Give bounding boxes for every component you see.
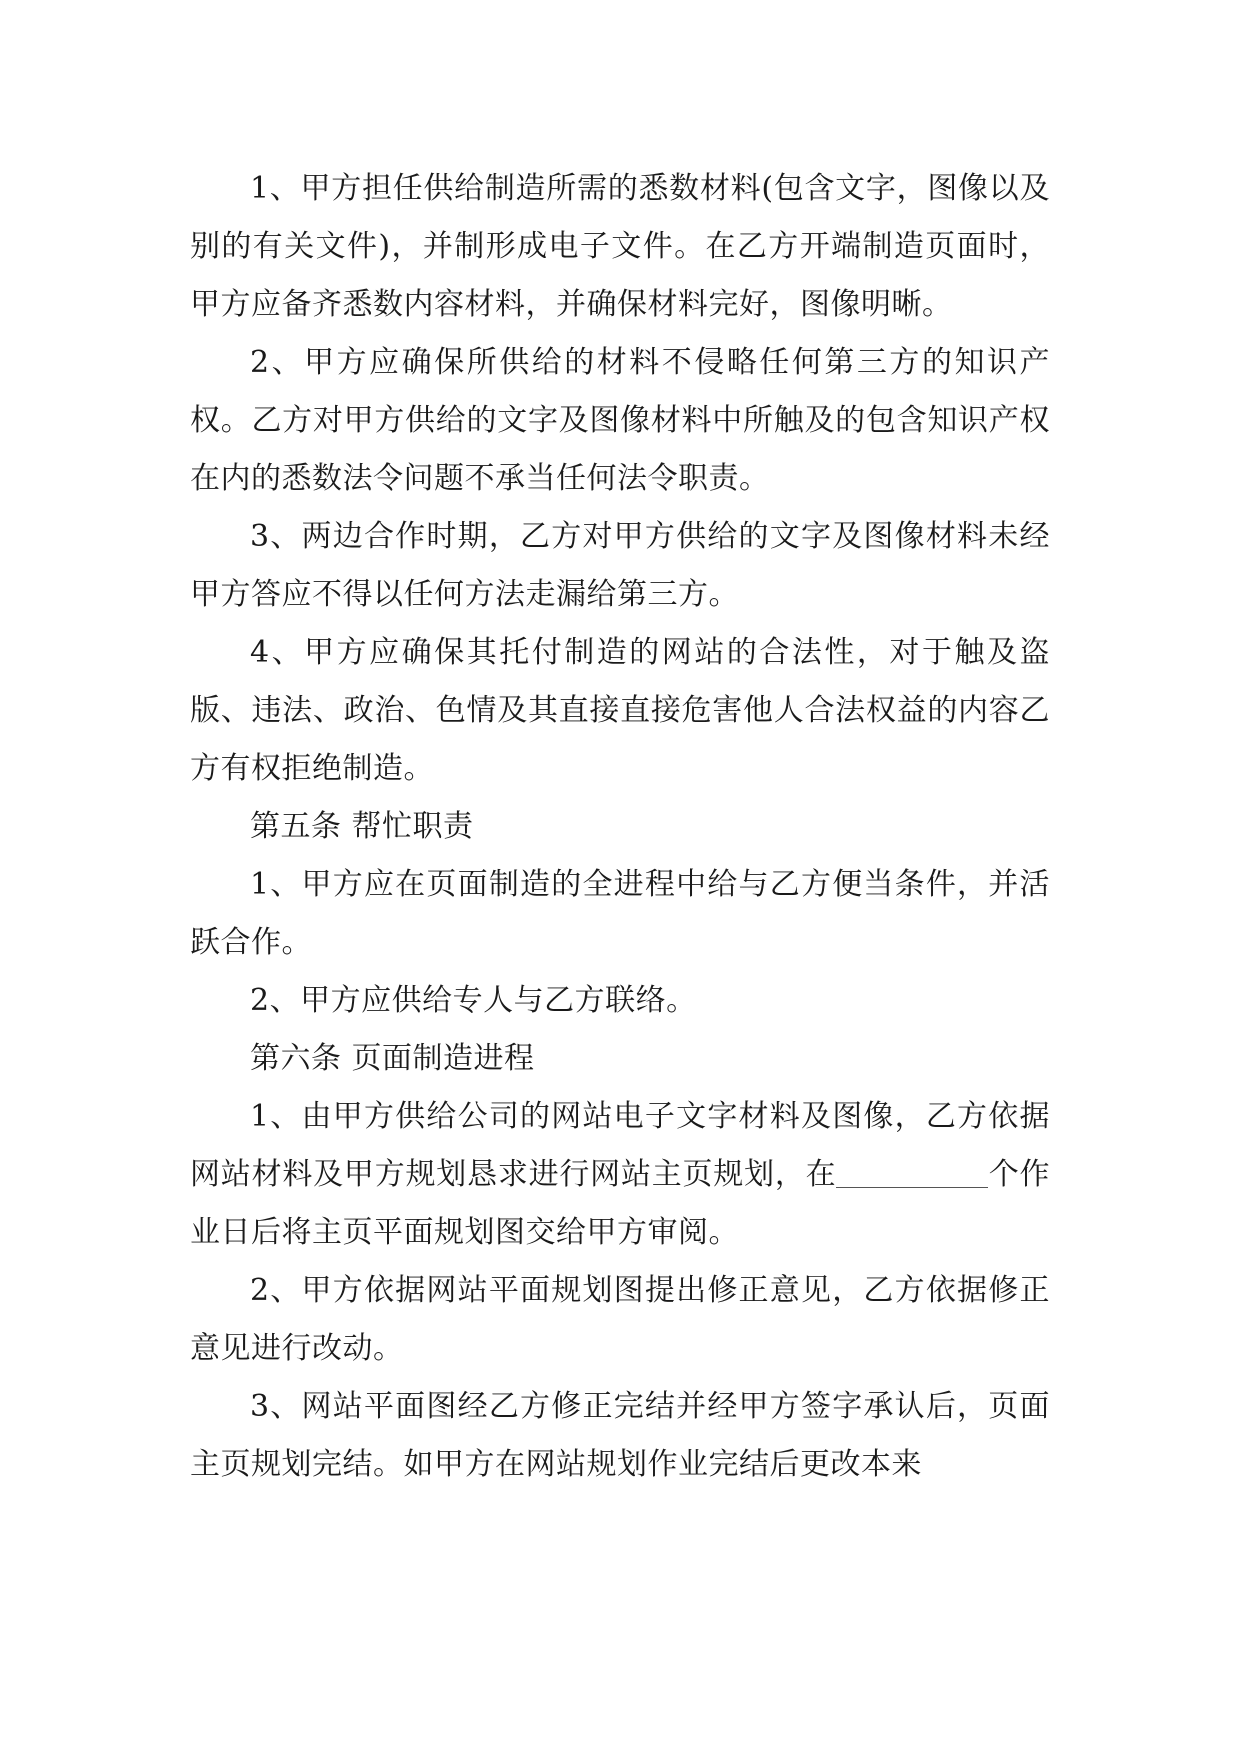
section6-paragraph-3: 3、网站平面图经乙方修正完结并经甲方签字承认后，页面主页规划完结。如甲方在网站规划作业完结后更改本来 — [190, 1389, 1050, 1482]
document-body — [190, 160, 1050, 1494]
paragraph-4: 4、甲方应确保其托付制造的网站的合法性，对于触及盗版、违法、政治、色情及其直接直接危害他人合法权益的内容乙方有权拒绝制造。 — [190, 635, 1050, 786]
section6-paragraph-2: 2、甲方依据网站平面规划图提出修正意见，乙方依据修正意见进行改动。 — [190, 1273, 1050, 1366]
section-heading-6: 第六条 页面制造进程 — [250, 1041, 535, 1076]
paragraph-1: 1、甲方担任供给制造所需的悉数材料(包含文字，图像以及别的有关文件)，并制形成电子文件。在乙方开端制造页面时，甲方应备齐悉数内容材料，并确保材料完好，图像明晰。 — [190, 171, 1050, 322]
section5-paragraph-2: 2、甲方应供给专人与乙方联络。 — [250, 983, 697, 1018]
paragraph-3: 3、两边合作时期，乙方对甲方供给的文字及图像材料未经甲方答应不得以任何方法走漏给第三方。 — [190, 519, 1050, 612]
section5-paragraph-1: 1、甲方应在页面制造的全进程中给与乙方便当条件，并活跃合作。 — [190, 867, 1050, 960]
section6-paragraph-1-end: 个作业日后将主页平面规划图交给甲方审阅。 — [190, 1157, 1051, 1250]
section6-paragraph-1 — [190, 1088, 1050, 1262]
section-heading-5: 第五条 帮忙职责 — [250, 809, 474, 844]
paragraph-2: 2、甲方应确保所供给的材料不侵略任何第三方的知识产权。乙方对甲方供给的文字及图像材料中所触及的包含知识产权在内的悉数法令问题不承当任何法令职责。 — [190, 345, 1050, 496]
fill-in-blank[interactable] — [836, 1159, 988, 1188]
section6-paragraph-1-start: 1、由甲方供给公司的网站电子文字材料及图像，乙方依据网站材料及甲方规划恳求进行网站主页规划，在 — [190, 1099, 1050, 1192]
